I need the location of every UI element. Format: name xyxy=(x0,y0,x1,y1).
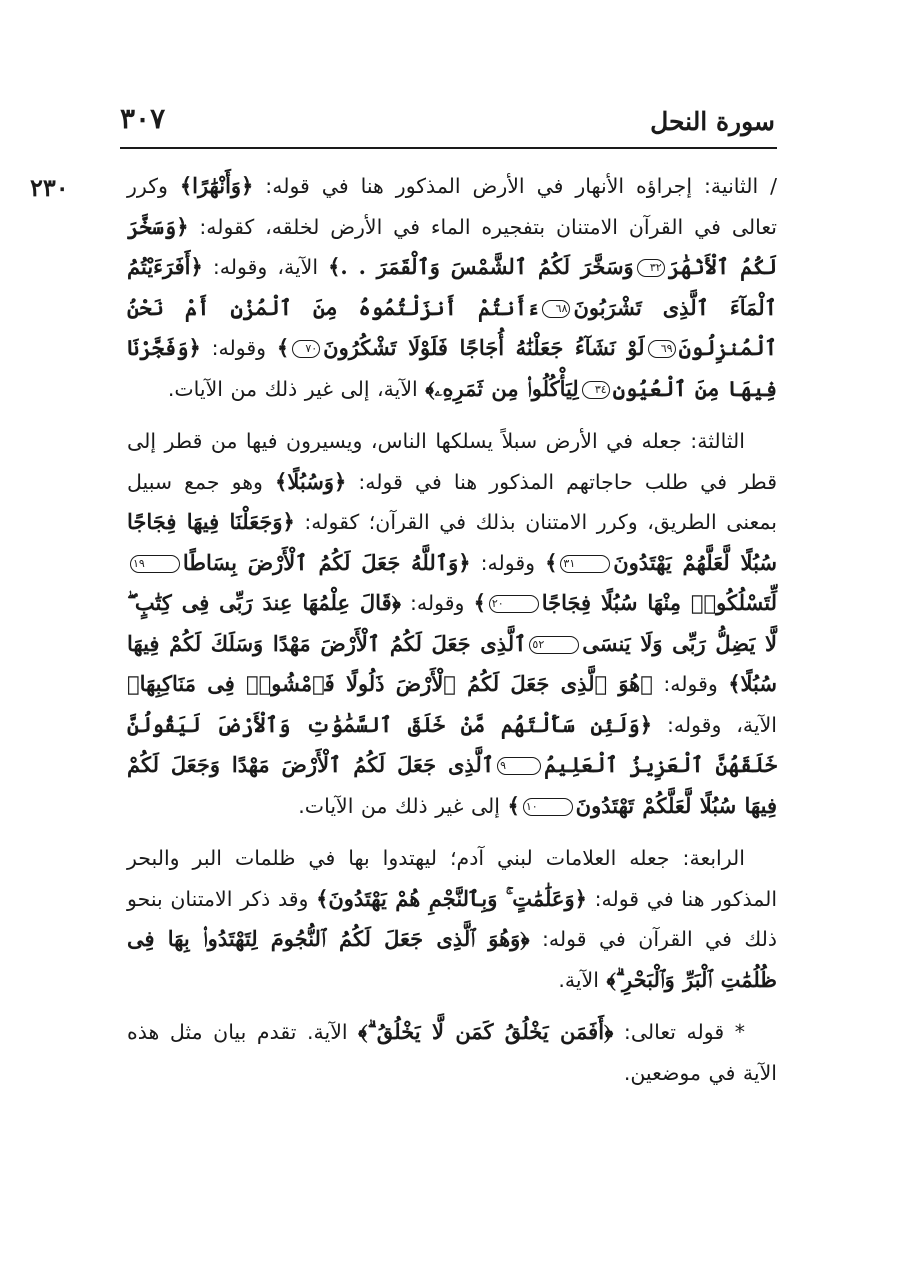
ayah-number-marker: ٦٨ xyxy=(542,300,570,318)
quran-quote: ﴿وَسُبُلًا﴾ xyxy=(275,468,347,494)
quran-quote: لِّتَسْلُكُوا۟ مِنْهَا سُبُلًا فِجَاجًا xyxy=(541,590,777,615)
commentary-text: الآية، وقوله: xyxy=(202,255,329,279)
quran-quote: ﴾ xyxy=(276,335,290,360)
margin-page-reference: ٢٣٠ xyxy=(30,173,69,202)
commentary-text: الآية، إلى غير ذلك من الآيات. xyxy=(167,376,426,401)
ayah-number-marker: ١٩ xyxy=(130,555,180,573)
quran-quote: ﴿هُوَ ٱلَّذِى جَعَلَ لَكُمُ ٱلْأَرْضَ ذَلُولًا فَٱمْشُوا۟ فِى مَنَاكِبِهَا﴾ xyxy=(127,671,653,696)
quran-quote: ﴿وَعَلَٰمَٰتٍ ۚ وَبِٱلنَّجْمِ هُمْ يَهْتَدُونَ﴾ xyxy=(316,885,587,911)
ayah-number-marker: ٣٤ xyxy=(582,381,610,399)
quran-quote: ﴿وَفَجَّرْنَا فِيهَا مِنَ ٱلْعُيُونِ xyxy=(127,335,777,401)
ayah-number-marker: ٥٢ xyxy=(529,636,579,654)
header-divider xyxy=(120,147,777,149)
commentary-text: / الثانية: إجراؤه الأنهار في الأرض المذكور هنا في قوله: xyxy=(253,174,778,198)
quran-quote: ﴿وَلَئِن سَأَلْتَهُم مَّنْ خَلَقَ ٱلسَّمَٰوَٰتِ وَٱلْأَرْضَ لَيَقُولُنَّ خَلَقَهُنَّ ٱلْعَزِيزُ ٱلْعَلِيمُ xyxy=(127,711,777,777)
quran-quote: لَوْ نَشَآءُ جَعَلْنَٰهُ أُجَاجًا فَلَوْلَا تَشْكُرُونَ xyxy=(323,335,645,360)
quran-quote: ﴿وَهُوَ ٱلَّذِى جَعَلَ لَكُمُ ٱلنُّجُومَ لِتَهْتَدُوا۟ بِهَا فِى ظُلُمَٰتِ ٱلْبَرِّ وَٱلْبَحْرِ ۗ﴾ xyxy=(127,926,777,992)
commentary-text: الآية، وقوله: xyxy=(652,712,778,737)
quran-quote: لِيَأْكُلُوا۟ مِن ثَمَرِهِۦ﴾ xyxy=(425,375,579,401)
quran-quote: ﴿قَالَ عِلْمُهَا عِندَ رَبِّى فِى كِتَٰبٍ ۖ لَّا يَضِلُّ رَبِّى وَلَا يَنسَى xyxy=(127,590,777,656)
quran-quote: وَسَخَّرَ لَكُمُ ٱلشَّمْسَ وَٱلْقَمَرَ . .﴾ xyxy=(328,254,634,279)
quran-quote: ﴿وَجَعَلْنَا فِيهَا فِجَاجًا سُبُلًا لَّعَلَّهُمْ يَهْتَدُونَ xyxy=(127,509,778,575)
ayah-number-marker: ٧٠ xyxy=(292,340,320,358)
page-number: ٣٠٧ xyxy=(120,102,166,135)
ayah-number-marker: ٩ xyxy=(497,757,541,775)
paragraph xyxy=(127,421,777,826)
ayah-number-marker: ٣٢ xyxy=(637,259,665,277)
commentary-text: وقوله: xyxy=(400,591,474,615)
paragraph xyxy=(127,838,777,1000)
commentary-text: وهو جمع سبيل بمعنى الطريق، وكرر الامتنان بذلك في القرآن؛ كقوله: xyxy=(127,469,777,534)
ayah-number-marker: ١٠ xyxy=(523,798,573,816)
ayah-number-marker: ٦٩ xyxy=(648,340,676,358)
commentary-text: إلى غير ذلك من الآيات. xyxy=(298,793,508,818)
surah-title: سورة النحل xyxy=(650,107,775,136)
quran-quote: ءَأَنتُمْ أَنزَلْتُمُوهُ مِنَ ٱلْمُزْنِ أَمْ نَحْنُ ٱلْمُنزِلُونَ xyxy=(127,294,777,360)
commentary-text: وقوله: xyxy=(200,336,277,360)
quran-quote: ﴾ xyxy=(507,792,520,818)
paragraph xyxy=(127,166,777,409)
commentary-text: وكرر تعالى في القرآن الامتنان بتفجيره الماء في الأرض لخلقه، كقوله: xyxy=(127,174,777,239)
commentary-text: الآية. تقدم بيان مثل هذه الآية في موضعين. xyxy=(127,1020,777,1085)
commentary-text: وقوله: xyxy=(470,550,546,575)
page-header xyxy=(120,92,775,142)
commentary-text: * قوله تعالى: xyxy=(613,1020,745,1044)
quran-quote: ٱلَّذِى جَعَلَ لَكُمُ ٱلْأَرْضَ مَهْدًا وَسَلَكَ لَكُمْ فِيهَا سُبُلًا﴾ xyxy=(127,630,777,696)
quran-quote: ﴿وَٱللَّهُ جَعَلَ لَكُمُ ٱلْأَرْضَ بِسَاطًا xyxy=(182,549,471,575)
quran-quote: ﴿أَفَمَن يَخْلُقُ كَمَن لَّا يَخْلُقُ ۗ﴾ xyxy=(358,1019,614,1044)
ayah-number-marker: ٢٠ xyxy=(489,595,539,613)
ayah-number-marker: ٣١ xyxy=(560,555,610,573)
commentary-text: الثالثة: جعله في الأرض سبلاً يسلكها الناس، ويسيرون فيها من قطر إلى قطر في طلب حاجاتهم المذكور هنا في قوله: xyxy=(127,429,778,494)
quran-quote: ﴾ xyxy=(473,590,486,615)
quran-quote: ﴿أَفَرَءَيْتُمُ ٱلْمَآءَ ٱلَّذِى تَشْرَبُونَ xyxy=(127,254,777,320)
commentary-text: وقوله: xyxy=(652,672,729,696)
commentary-text: وقد ذكر الامتنان بنحو ذلك في القرآن في قوله: xyxy=(127,886,777,951)
commentary-text: الرابعة: جعله العلامات لبني آدم؛ ليهتدوا بها في ظلمات البر والبحر المذكور هنا في قوله: xyxy=(127,846,778,911)
quran-quote: ﴿وَأَنْهَٰرًا﴾ xyxy=(179,173,254,198)
paragraph xyxy=(127,1012,777,1093)
quran-quote: ﴿وَسَخَّرَ لَكُمُ ٱلْأَنْهَٰرَ xyxy=(127,213,777,279)
commentary-text: الآية. xyxy=(558,967,607,992)
quran-quote: ﴾ xyxy=(545,549,558,575)
page-body xyxy=(127,166,777,1105)
quran-quote: ٱلَّذِى جَعَلَ لَكُمُ ٱلْأَرْضَ مَهْدًا وَجَعَلَ لَكُمْ فِيهَا سُبُلًا لَّعَلَّكُمْ تَهْتَدُونَ xyxy=(127,752,777,818)
